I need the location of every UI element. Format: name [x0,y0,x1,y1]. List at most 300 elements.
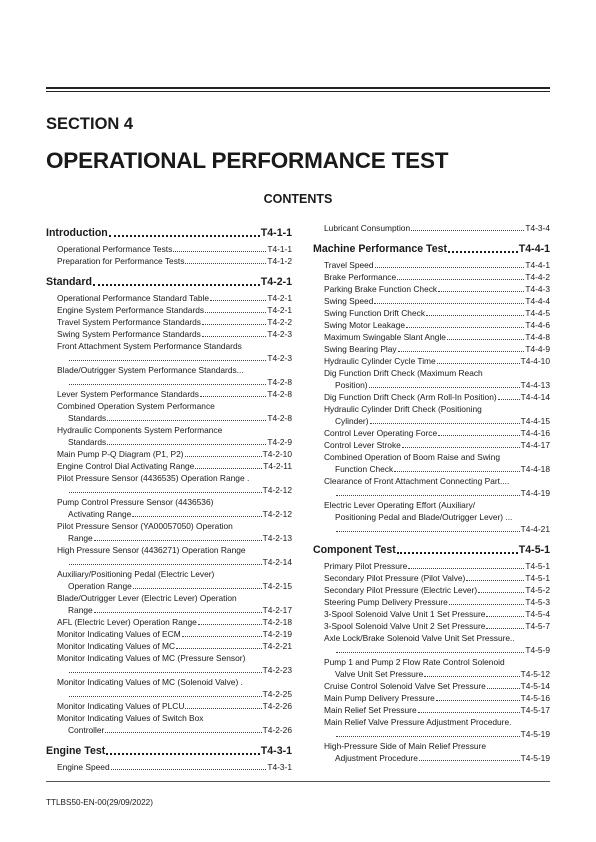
toc-entry-line2 [324,415,550,427]
toc-entry-title-line1: Dig Function Drift Check (Maximum Reach [324,368,483,378]
toc-entry-title: Swing Motor Leakage [324,320,406,330]
toc-entry[interactable] [46,592,292,616]
toc-entry[interactable] [46,304,292,316]
toc-entry-line2 [324,644,550,656]
toc-entry-page: T4-4-14 [520,392,550,402]
toc-entry-page: T4-5-1 [525,561,550,571]
toc-entry-page: T4-2-23 [262,665,292,675]
toc-entry-line2 [57,412,292,424]
toc-entry[interactable] [313,355,550,367]
dot-leader [69,384,266,385]
toc-entry-page: T4-5-3 [525,597,550,607]
toc-entry-title-line1: Pilot Pressure Sensor (YA00057050) Operation [57,521,233,531]
dot-leader [336,531,520,532]
toc-entry-title-line1: Clearance of Front Attachment Connecting Part.... [324,476,510,486]
toc-right-column [313,222,550,764]
dot-leader [210,300,266,301]
toc-entry-title-line2: Cylinder) [335,416,369,426]
toc-entry-title-line1: Combined Operation of Boom Raise and Swing [324,452,500,462]
dot-leader [69,564,262,565]
toc-entry-page: T4-2-8 [267,389,292,399]
toc-entry[interactable] [313,704,550,716]
toc-entry-title: Primary Pilot Pressure [324,561,408,571]
toc-entry-title-line1: Auxiliary/Positioning Pedal (Electric Lever) [57,569,215,579]
toc-entry-title: Monitor Indicating Values of MC [57,641,176,651]
toc-entry-page: T4-2-9 [267,437,292,447]
toc-entry-title: Engine Control Dial Activating Range [57,461,195,471]
toc-entry[interactable] [313,367,550,391]
toc-entry-title-line1: Hydraulic Components System Performance [57,425,223,435]
dot-leader [406,327,524,328]
toc-section-page: T4-5-1 [518,544,550,556]
toc-entry-page: T4-2-1 [267,305,292,315]
toc-entry[interactable] [313,572,550,584]
toc-entry[interactable] [46,628,292,640]
toc-entry-title: Control Lever Stroke [324,440,401,450]
toc-section-page: T4-3-1 [260,745,292,757]
dot-leader [436,700,520,701]
toc-left-column [46,222,292,773]
dot-leader [437,363,520,364]
toc-entry-title-line2: Valve Unit Set Pressure [335,669,424,679]
toc-entry-title-line1: Pump 1 and Pump 2 Flow Rate Control Solenoid [324,657,505,667]
toc-entry-page: T4-4-2 [525,272,550,282]
dot-leader [449,604,525,605]
toc-entry-title-line1: Monitor Indicating Values of MC (Pressure Sensor) [57,653,246,663]
toc-entry-title: Brake Performance [324,272,397,282]
toc-entry-page: T4-5-16 [520,693,550,703]
toc-entry-page: T4-4-17 [520,440,550,450]
toc-entry-title: Operational Performance Tests [57,244,173,254]
toc-entry-line2 [324,463,550,475]
dot-leader [94,540,262,541]
dot-leader [397,279,524,280]
toc-entry-title: Cruise Control Solenoid Valve Set Pressure [324,681,486,691]
toc-entry-page: T4-5-1 [525,573,550,583]
toc-entry[interactable] [46,520,292,544]
toc-entry-title: Swing Speed [324,296,374,306]
toc-entry-title: Hydraulic Cylinder Cycle Time [324,356,436,366]
toc-entry-title: Parking Brake Function Check [324,284,438,294]
toc-entry[interactable] [46,568,292,592]
toc-entry-title: Monitor Indicating Values of ECM [57,629,181,639]
toc-entry-title: Main Pump P-Q Diagram (P1, P2) [57,449,184,459]
toc-entry[interactable] [313,620,550,632]
dot-leader [336,652,524,653]
dot-leader [402,447,520,448]
toc-entry-line2 [57,556,292,568]
toc-entry-line2 [57,436,292,448]
toc-entry-title: Travel Speed [324,260,374,270]
toc-entry-page: T4-2-10 [262,449,292,459]
dot-leader [185,456,262,457]
toc-entry-title-line2: Activating Range [68,509,132,519]
toc-entry-line2 [324,379,550,391]
toc-entry-title-line1: Hydraulic Cylinder Drift Check (Positioning [324,404,482,414]
toc-entry[interactable] [313,439,550,451]
toc-section-heading[interactable] [313,242,550,256]
toc-entry-title-line1: Pilot Pressure Sensor (4436535) Operation Range . [57,473,250,483]
dot-leader [107,444,266,445]
dot-leader [105,732,261,733]
toc-entry-page: T4-4-16 [520,428,550,438]
toc-entry-title: Swing System Performance Standards [57,329,201,339]
toc-entry-title: Monitor Indicating Values of PLCU [57,701,185,711]
dot-leader [133,588,262,589]
toc-entry-title: 3-Spool Solenoid Valve Unit 1 Set Pressure [324,609,486,619]
toc-entry[interactable] [46,424,292,448]
dot-leader [438,291,524,292]
toc-entry-page: T4-2-8 [267,377,292,387]
dot-leader [173,251,266,252]
toc-entry-page: T4-2-1 [267,293,292,303]
toc-entry-title: Maximum Swingable Slant Angle [324,332,446,342]
toc-entry-title: Engine Speed [57,762,110,772]
toc-entry[interactable] [313,692,550,704]
dot-leader [202,336,266,337]
toc-entry-title-line1b: Positioning Pedal and Blade/Outrigger Lever) ... [335,512,513,522]
page-title: OPERATIONAL PERFORMANCE TEST [46,148,449,173]
gap [313,234,550,238]
toc-entry-page: T4-5-2 [525,585,550,595]
footer-doc-code: TTLBS50-EN-00(29/09/2022) [46,798,153,807]
toc-entry-title: AFL (Electric Lever) Operation Range [57,617,197,627]
toc-entry-page: T4-5-4 [525,609,550,619]
toc-entry-page: T4-5-19 [520,753,550,763]
toc-entry[interactable] [46,364,292,388]
toc-entry-page: T4-5-19 [520,729,550,739]
toc-entry-line2 [57,376,292,388]
dot-leader [419,760,520,761]
toc-entry-page: T4-4-13 [520,380,550,390]
gap [46,267,292,271]
toc-entry-page: T4-4-8 [525,332,550,342]
dot-leader [111,769,267,770]
dot-leader [411,230,524,231]
toc-entry-page: T4-2-26 [262,701,292,711]
toc-entry[interactable] [313,283,550,295]
dot-leader [370,423,520,424]
toc-section-title: Machine Performance Test [313,243,448,255]
toc-entry-title: Preparation for Performance Tests [57,256,185,266]
dot-leader [185,263,266,264]
toc-section-heading[interactable] [46,226,292,240]
dot-leader [132,516,261,517]
toc-entry-page: T4-4-10 [520,356,550,366]
dot-leader [447,339,524,340]
dot-leader [369,387,520,388]
dot-leader [487,688,520,689]
toc-entry-title: Control Lever Operating Force [324,428,438,438]
toc-entry-page: T4-4-19 [520,488,550,498]
dot-leader [69,492,262,493]
dot-leader [93,284,260,286]
toc-entry-page: T4-1-1 [267,244,292,254]
toc-entry-page: T4-2-11 [263,461,292,471]
dot-leader [69,696,262,697]
toc-entry[interactable] [313,343,550,355]
toc-entry-page: T4-2-26 [262,725,292,735]
toc-entry-page: T4-2-15 [262,581,292,591]
dot-leader [466,580,524,581]
dot-leader [408,568,524,569]
toc-entry-title-line2: Standards [68,437,107,447]
toc-entry-line2 [57,352,292,364]
toc-entry[interactable] [46,328,292,340]
toc-entry[interactable] [313,584,550,596]
toc-entry[interactable] [313,259,550,271]
toc-entry-line2 [57,688,292,700]
toc-entry[interactable] [313,740,550,764]
toc-entry-title: Secondary Pilot Pressure (Pilot Valve) [324,573,466,583]
toc-entry-line2 [57,508,292,520]
toc-entry-page: T4-4-1 [525,260,550,270]
toc-entry[interactable] [313,427,550,439]
dot-leader [336,495,520,496]
toc-entry[interactable] [46,700,292,712]
toc-entry-title: Lubricant Consumption [324,223,411,233]
toc-entry-page: T4-2-17 [262,605,292,615]
toc-entry-page: T4-5-12 [520,669,550,679]
toc-entry-page: T4-2-3 [267,329,292,339]
toc-entry-page: T4-5-7 [525,621,550,631]
toc-entry-page: T4-2-14 [262,557,292,567]
toc-entry-line2 [324,728,550,740]
toc-entry-title-line1: Blade/Outrigger System Performance Standards... [57,365,244,375]
toc-entry-page: T4-4-21 [520,524,550,534]
dot-leader [185,708,261,709]
toc-entry[interactable] [313,560,550,572]
toc-entry-line2 [324,523,550,535]
gap [313,535,550,539]
toc-entry[interactable] [313,403,550,427]
dot-leader [336,736,520,737]
dot-leader [69,360,266,361]
dot-leader [426,315,524,316]
toc-entry-line2 [57,532,292,544]
toc-entry[interactable] [46,316,292,328]
toc-entry[interactable] [313,331,550,343]
toc-entry[interactable] [46,400,292,424]
toc-entry-title-line1: Combined Operation System Performance [57,401,215,411]
toc-section-title: Component Test [313,544,396,556]
toc-entry-line2 [57,604,292,616]
toc-entry-page: T4-3-1 [267,762,292,772]
toc-entry[interactable] [46,616,292,628]
header-rule-top [46,87,550,89]
toc-entry-title: Steering Pump Delivery Pressure [324,597,448,607]
toc-entry[interactable] [46,460,292,472]
dot-leader [375,267,525,268]
toc-entry[interactable] [46,761,292,773]
toc-entry[interactable] [46,388,292,400]
dot-leader [109,235,260,237]
dot-leader [200,396,266,397]
toc-entry-title-line1: Blade/Outrigger Lever (Electric Lever) Operation [57,593,237,603]
toc-entry-page: T4-4-9 [525,344,550,354]
toc-entry[interactable] [313,271,550,283]
dot-leader [202,324,266,325]
toc-entry[interactable] [313,632,550,656]
dot-leader [176,648,262,649]
toc-entry-page: T4-2-13 [262,533,292,543]
toc-entry-line2 [324,487,550,499]
toc-section-page: T4-4-1 [518,243,550,255]
dot-leader [69,672,262,673]
toc-entry-title: Lever System Performance Standards [57,389,199,399]
dot-leader [195,468,262,469]
toc-section-title: Introduction [46,227,108,239]
toc-entry-title-line2: Position) [335,380,368,390]
toc-entry-title: Engine System Performance Standards [57,305,205,315]
toc-entry-title: Secondary Pilot Pressure (Electric Lever) [324,585,478,595]
toc-entry-title-line2: Operation Range [68,581,132,591]
toc-entry[interactable] [313,222,550,234]
toc-entry-page: T4-5-17 [520,705,550,715]
toc-entry-title-line1: Axle Lock/Brake Solenoid Valve Unit Set Pressure.. [324,633,515,643]
toc-entry[interactable] [313,656,550,680]
toc-entry-page: T4-2-18 [262,617,292,627]
toc-entry-title-line1: Pump Control Pressure Sensor (4436536) [57,497,214,507]
dot-leader [94,612,262,613]
header-rule-bottom [46,91,550,92]
toc-entry-line2 [57,484,292,496]
dot-leader [478,592,524,593]
toc-section-title: Standard [46,276,92,288]
gap [46,736,292,740]
toc-entry[interactable] [46,340,292,364]
toc-entry[interactable] [46,243,292,255]
toc-entry-title: 3-Spool Solenoid Valve Unit 2 Set Pressure [324,621,486,631]
toc-entry-title: Operational Performance Standard Table [57,293,210,303]
toc-entry-page: T4-4-15 [520,416,550,426]
toc-entry[interactable] [313,319,550,331]
toc-entry[interactable] [313,307,550,319]
toc-entry-title-line1: High-Pressure Side of Main Relief Pressure [324,741,486,751]
toc-entry[interactable] [46,448,292,460]
dot-leader [182,636,262,637]
dot-leader [486,616,524,617]
toc-entry[interactable] [313,499,550,535]
toc-entry-page: T4-2-25 [262,689,292,699]
toc-entry[interactable] [46,255,292,267]
toc-entry-page: T4-2-8 [267,413,292,423]
toc-entry-title-line1: Monitor Indicating Values of MC (Solenoid Valve) . [57,677,243,687]
dot-leader [198,624,262,625]
toc-entry[interactable] [313,475,550,499]
toc-entry-title-line2: Controller [68,725,105,735]
toc-entry-line2 [57,664,292,676]
section-label: SECTION 4 [46,115,134,133]
toc-entry[interactable] [46,712,292,736]
dot-leader [394,471,519,472]
toc-entry-page: T4-4-6 [525,320,550,330]
toc-entry-line2 [57,724,292,736]
dot-leader [397,552,518,554]
toc-entry-title: Swing Bearing Play [324,344,397,354]
toc-entry[interactable] [46,544,292,568]
toc-entry[interactable] [313,295,550,307]
toc-entry-title: Main Pump Delivery Pressure [324,693,435,703]
toc-entry[interactable] [46,652,292,676]
dot-leader [106,753,260,755]
toc-entry-page: T4-1-2 [267,256,292,266]
toc-entry-title-line2: Function Check [335,464,394,474]
toc-entry[interactable] [46,640,292,652]
dot-leader [498,399,520,400]
toc-entry-title-line2: Standards [68,413,107,423]
dot-leader [486,628,524,629]
toc-entry[interactable] [46,292,292,304]
toc-entry[interactable] [46,496,292,520]
toc-section-heading[interactable] [313,543,550,557]
toc-section-page: T4-2-1 [260,276,292,288]
toc-entry-line2 [324,752,550,764]
toc-entry-title-line1: Main Relief Valve Pressure Adjustment Procedure. [324,717,512,727]
toc-entry[interactable] [313,451,550,475]
dot-leader [438,435,520,436]
toc-entry-title-line1: Monitor Indicating Values of Switch Box [57,713,204,723]
contents-heading: CONTENTS [263,192,333,206]
toc-entry-page: T4-5-9 [525,645,550,655]
toc-section-title: Engine Test [46,745,106,757]
toc-entry-page: T4-2-12 [262,509,292,519]
toc-entry[interactable] [313,608,550,620]
toc-entry-page: T4-4-18 [520,464,550,474]
toc-entry[interactable] [313,680,550,692]
dot-leader [418,712,520,713]
footer-rule [46,781,550,782]
dot-leader [107,420,266,421]
dot-leader [374,303,524,304]
toc-entry-page: T4-4-4 [525,296,550,306]
toc-entry-title-line1: Front Attachment System Performance Standards [57,341,242,351]
toc-section-page: T4-1-1 [260,227,292,239]
toc-entry[interactable] [46,472,292,496]
toc-entry-title: Swing Function Drift Check [324,308,426,318]
dot-leader [448,251,518,253]
toc-entry-page: T4-2-19 [262,629,292,639]
toc-entry[interactable] [313,716,550,740]
toc-entry[interactable] [313,391,550,403]
dot-leader [205,312,266,313]
toc-entry-page: T4-5-14 [520,681,550,691]
toc-entry-page: T4-4-3 [525,284,550,294]
toc-entry-page: T4-2-3 [267,353,292,363]
toc-section-heading[interactable] [46,275,292,289]
toc-entry-page: T4-3-4 [525,223,550,233]
toc-entry-page: T4-4-5 [525,308,550,318]
toc-entry-title-line2: Range [68,533,93,543]
toc-entry-line2 [57,580,292,592]
toc-entry-title: Main Relief Set Pressure [324,705,417,715]
toc-entry-page: T4-2-12 [262,485,292,495]
toc-entry-page: T4-2-2 [267,317,292,327]
dot-leader [424,676,519,677]
toc-entry-title: Travel System Performance Standards [57,317,201,327]
toc-entry-title-line1: High Pressure Sensor (4436271) Operation Range [57,545,246,555]
toc-entry[interactable] [46,676,292,700]
toc-entry-title: Dig Function Drift Check (Arm Roll-In Position) [324,392,497,402]
toc-section-heading[interactable] [46,744,292,758]
toc-entry-title-line1: Electric Lever Operating Effort (Auxiliary/ [324,500,476,510]
toc-entry-title-line2: Range [68,605,93,615]
toc-entry[interactable] [313,596,550,608]
toc-entry-line2 [324,668,550,680]
toc-entry-title-line2: Adjustment Procedure [335,753,418,763]
toc-entry-page: T4-2-21 [262,641,292,651]
dot-leader [398,351,525,352]
